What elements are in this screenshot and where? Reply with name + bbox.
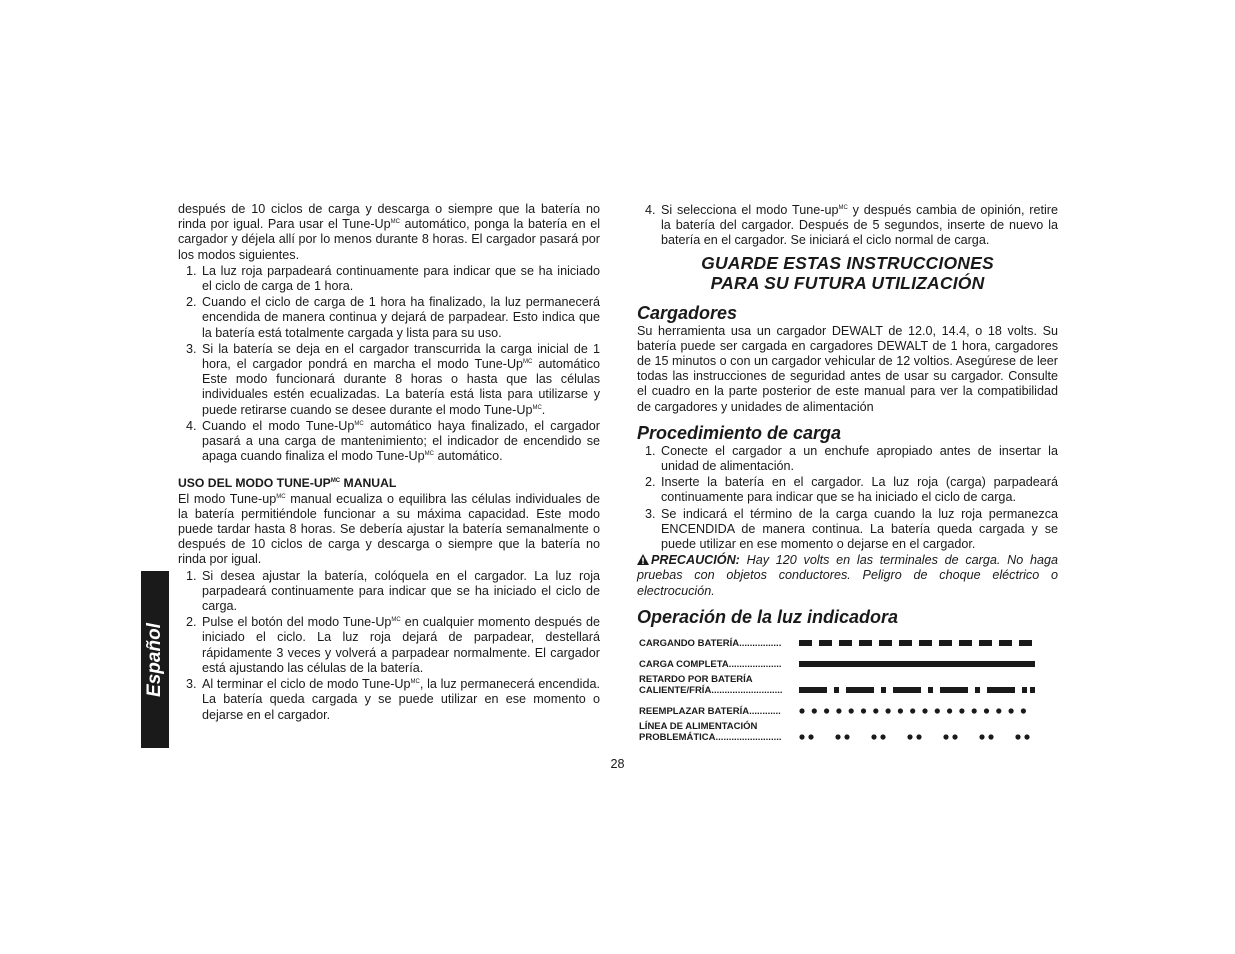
indicator-pattern (799, 637, 1035, 649)
indicator-mark (984, 708, 989, 713)
indicator-mark (879, 640, 892, 646)
indicator-mark (799, 640, 812, 646)
list-item: 1. Si desea ajustar la batería, colóquela en el cargador. La luz roja parpadeará continuamente para indicar que se ha iniciado el ciclo de carga. (186, 568, 600, 614)
indicator-mark (839, 640, 852, 646)
indicator-mark (861, 708, 866, 713)
list-item: 1. La luz roja parpadeará continuamente para indicar que se ha iniciado el ciclo de carga de 1 hora. (186, 263, 600, 294)
list-item: 3. Al terminar el ciclo de modo Tune-$Up^{MC}$, la luz permanecerá encendida. La batería queda cargada y se puede utilizar en ese momento o dejarse en el cargador. (186, 677, 600, 722)
manual-mode-heading: USO DEL MODO TUNE-$UP^{MC}$ MANUAL (178, 476, 397, 491)
indicator-mark (1015, 734, 1020, 739)
indicator-label: RETARDO POR BATERÍA CALIENTE/FRÍA........................... (639, 673, 783, 696)
indicator-mark (849, 708, 854, 713)
indicator-row (637, 722, 1058, 744)
warning-icon (637, 554, 649, 565)
save-instructions-heading: GUARDE ESTAS INSTRUCCIONES PARA SU FUTURA UTILIZACIÓN (701, 252, 994, 293)
indicator-mark (824, 708, 829, 713)
indicator-mark (940, 687, 968, 693)
list-item: 4. Si selecciona el modo Tune-$up^{MC}$ y después cambia de opinión, retire la batería del cargador. Después de 5 segundos, inserte de nuevo la batería en el cargador. Se iniciará el ciclo normal de carga. (645, 203, 1058, 248)
indicator-mark (799, 708, 804, 713)
caution-note: PRECAUCIÓN: Hay 120 volts en las terminales de carga. No haga pruebas con objetos conductores. Peligro de choque eléctrico o electrocución. (637, 553, 1058, 598)
indicator-mark (943, 734, 948, 739)
list-item: 2. Pulse el botón del modo Tune-$Up^{MC}$ en cualquier momento después de iniciado el ciclo. La luz roja dejará de parpadear, destellará rápidamente 3 veces y volverá a parpadear normalmente. El cargador está ajustando las células de la batería. (186, 615, 600, 675)
indicator-mark (919, 640, 932, 646)
indicator-mark (1019, 640, 1032, 646)
indicator-mark (1024, 734, 1029, 739)
indicator-row (637, 701, 1058, 718)
indicator-mark (939, 640, 952, 646)
language-tab-label: Español (144, 622, 165, 697)
language-side-tab (141, 571, 169, 748)
indicator-mark (898, 708, 903, 713)
indicator-row (637, 633, 1058, 650)
indicator-mark (972, 708, 977, 713)
indicator-mark (846, 687, 874, 693)
indicator-mark (893, 687, 921, 693)
indicator-mark (928, 687, 933, 693)
indicator-mark (819, 640, 832, 646)
auto-mode-list (178, 264, 600, 465)
indicator-mark (844, 734, 849, 739)
indicator-mark (871, 734, 876, 739)
indicator-mark (959, 708, 964, 713)
intro-paragraph: después de 10 ciclos de carga y descarga o siempre que la batería no rinda por igual. Para usar el Tune-$Up^{MC}$ automático, ponga la batería en el cargador y déjela allí por lo menos durante 8 horas. El cargador pasará por los modos siguientes. (178, 202, 601, 262)
indicator-mark (999, 640, 1012, 646)
indicator-label: CARGA COMPLETA.................... (639, 658, 782, 670)
indicator-mark (1021, 708, 1026, 713)
indicator-row (637, 675, 1058, 697)
indicator-mark (835, 734, 840, 739)
indicator-mark (1022, 687, 1027, 693)
indicator-label: CARGANDO BATERÍA................ (639, 637, 782, 649)
indicator-mark (1030, 687, 1035, 693)
indicator-mark (947, 708, 952, 713)
indicator-mark (836, 708, 841, 713)
indicator-mark (988, 734, 993, 739)
indicator-mark (935, 708, 940, 713)
indicator-pattern (799, 731, 1035, 743)
indicator-mark (859, 640, 872, 646)
indicator-pattern (799, 684, 1035, 696)
indicator-mark (873, 708, 878, 713)
indicator-row (637, 654, 1058, 671)
indicator-mark (907, 734, 912, 739)
indicator-label: LÍNEA DE ALIMENTACIÓN PROBLEMÁTICA......................... (639, 720, 782, 743)
list-item: 1. Conecte el cargador a un enchufe apropiado antes de insertar la unidad de alimentación. (645, 443, 1058, 474)
indicator-mark (834, 687, 839, 693)
indicator-pattern (799, 705, 1035, 717)
indicator-mark (996, 708, 1001, 713)
list-item: 2. Inserte la batería en el cargador. La luz roja (carga) parpadeará continuamente para indicar que se ha iniciado el ciclo de carga. (645, 475, 1058, 505)
list-item: 3. Se indicará el término de la carga cuando la luz roja permanezca ENCENDIDA de manera continua. La batería queda cargada y se puede utilizar en ese momento o dejarse en el cargador. (645, 506, 1058, 552)
manual-mode-paragraph: El modo Tune-$up^{MC}$ manual ecualiza o equilibra las células individuales de la batería permitiéndole funcionar a su máxima capacidad. Este modo puede tardar hasta 8 horas. Se debería ajustar la batería semanalmente o después de 10 ciclos de carga y descarga o siempre que la batería no rinda por igual. (178, 491, 600, 567)
right-column (637, 202, 1058, 748)
indicator-mark (979, 734, 984, 739)
indicator-mark (886, 708, 891, 713)
list-item: 3. Si la batería se deja en el cargador transcurrida la carga inicial de 1 hora, el cargador pondrá en marcha el modo Tune-$Up^{MC}$ automático Este modo funcionará durante 8 horas o hasta que las células individuales estén ecualizadas. La batería está lista para utilizarse y puede retirarse cuando se desee durante el modo Tune-$Up^{MC}$. (186, 341, 600, 417)
indicator-mark (881, 687, 886, 693)
indicator-mark (880, 734, 885, 739)
indicator-mark (975, 687, 980, 693)
indicator-mark (808, 734, 813, 739)
chargers-paragraph: Su herramienta usa un cargador DEWALT de 12.0, 14.4, o 18 volts. Su batería puede ser cargada en cargadores DEWALT de 1 hora, cargadores de 15 minutos o con un cargador vehicular de 12 voltios. Asegúrese de leer todas las instrucciones de seguridad antes de usar su cargador. Consulte el cuadro en la parte posterior de este manual para ver la compatibilidad de cargadores y unidades de alimentación (637, 323, 1058, 414)
indicator-mark (910, 708, 915, 713)
charging-procedure-heading: Procedimiento de carga (637, 422, 842, 443)
list-item: 4. Cuando el modo Tune-$Up^{MC}$ automático haya finalizado, el cargador pasará a una carga de mantenimiento; el indicador de encendido se apaga cuando finaliza el modo Tune-$Up^{MC}$ automático. (186, 418, 600, 464)
indicator-pattern (799, 658, 1035, 670)
charging-procedure-list (637, 444, 1058, 552)
indicator-mark (899, 640, 912, 646)
indicator-mark (1009, 708, 1014, 713)
list-item: 2. Cuando el ciclo de carga de 1 hora ha finalizado, la luz permanecerá encendida de manera continua y dejará de parpadear. Esto indica que la batería está totalmente cargada y lista para su uso. (186, 295, 600, 340)
manual-mode-list (178, 569, 600, 723)
continued-list (637, 203, 1058, 249)
indicator-mark (916, 734, 921, 739)
indicator-light-heading: Operación de la luz indicadora (637, 606, 899, 627)
indicator-mark (799, 661, 1035, 667)
indicator-mark (922, 708, 927, 713)
indicator-mark (952, 734, 957, 739)
indicator-label: REEMPLAZAR BATERÍA............ (639, 705, 781, 717)
indicator-mark (979, 640, 992, 646)
left-column (178, 202, 600, 723)
indicator-mark (812, 708, 817, 713)
page-number: 28 (610, 757, 625, 771)
indicator-mark (987, 687, 1015, 693)
chargers-heading: Cargadores (637, 302, 738, 323)
indicator-mark (959, 640, 972, 646)
indicator-table (637, 633, 1058, 744)
indicator-mark (799, 687, 827, 693)
indicator-mark (799, 734, 804, 739)
